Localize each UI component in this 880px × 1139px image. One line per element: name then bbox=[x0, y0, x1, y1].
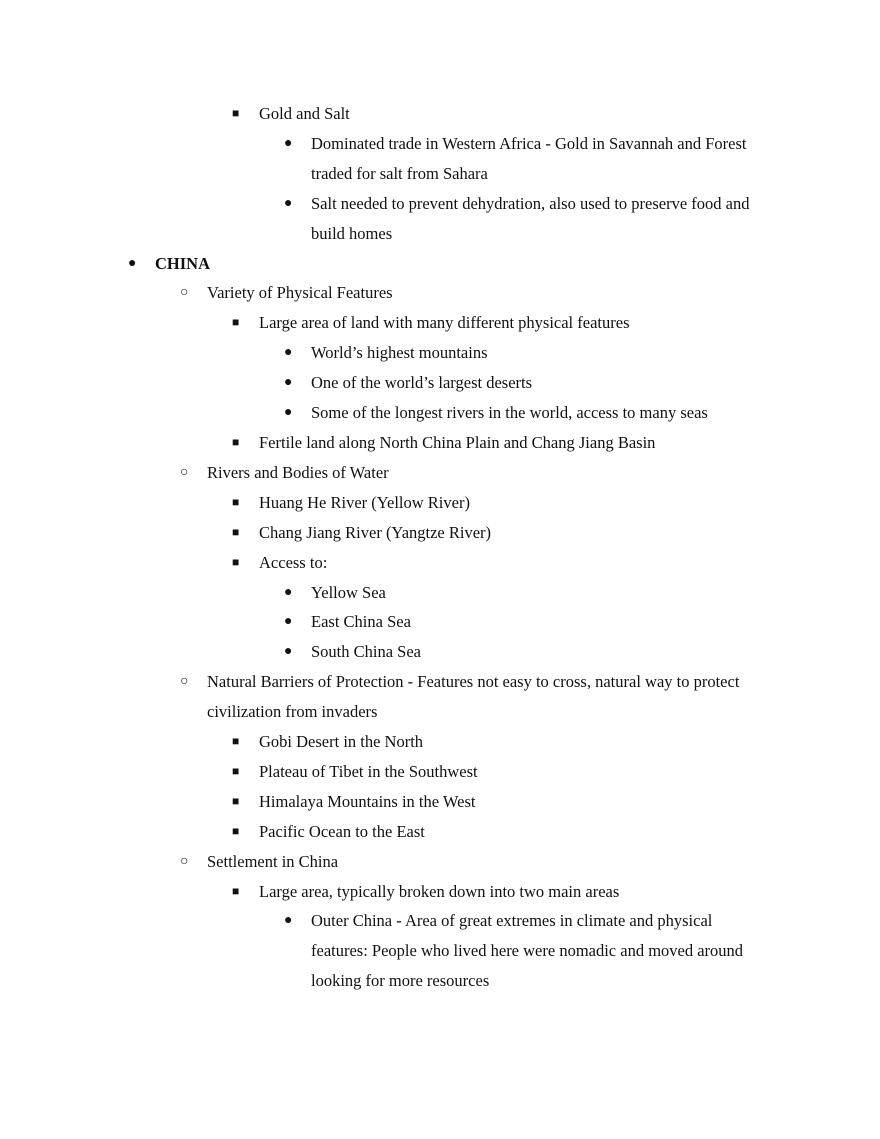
bullet-icon: ■ bbox=[232, 793, 240, 808]
list-item bbox=[0, 578, 880, 608]
list-item bbox=[0, 548, 880, 578]
list-item-text: Large area, typically broken down into two main areas bbox=[259, 881, 620, 901]
list-item bbox=[0, 129, 880, 189]
list-item-text: Plateau of Tibet in the Southwest bbox=[259, 761, 478, 781]
list-item-text: Gobi Desert in the North bbox=[259, 732, 424, 752]
list-item-text: Huang He River (Yellow River) bbox=[259, 492, 470, 512]
bullet-icon: ○ bbox=[180, 853, 189, 869]
list-item-text: Large area of land with many different physical features bbox=[259, 313, 630, 333]
list-item-text: CHINA bbox=[155, 253, 211, 273]
list-item-text: traded for salt from Sahara bbox=[311, 163, 488, 183]
list-item-text: Variety of Physical Features bbox=[207, 283, 393, 303]
bullet-icon: ● bbox=[284, 913, 293, 929]
bullet-icon: ■ bbox=[232, 524, 240, 539]
list-item-text: Gold and Salt bbox=[259, 104, 350, 123]
list-item-text: Some of the longest rivers in the world, access to many seas bbox=[311, 403, 708, 423]
list-item bbox=[0, 757, 880, 787]
bullet-icon: ■ bbox=[232, 315, 240, 330]
list-item bbox=[0, 906, 880, 996]
list-item bbox=[0, 428, 880, 458]
bullet-icon: ○ bbox=[180, 285, 189, 301]
list-item bbox=[0, 338, 880, 368]
bullet-icon: ● bbox=[284, 195, 293, 211]
list-item bbox=[0, 458, 880, 488]
list-item-text: Pacific Ocean to the East bbox=[259, 821, 425, 841]
list-item-text: build homes bbox=[311, 223, 393, 243]
bullet-icon: ■ bbox=[232, 494, 240, 509]
bullet-icon: ○ bbox=[180, 674, 189, 690]
bullet-icon: ● bbox=[284, 644, 293, 660]
bullet-icon: ● bbox=[284, 135, 293, 151]
bullet-icon: ■ bbox=[232, 763, 240, 778]
bullet-icon: ● bbox=[284, 375, 293, 391]
list-item-text: Yellow Sea bbox=[311, 582, 386, 602]
list-item bbox=[0, 787, 880, 817]
list-item-text: Natural Barriers of Protection - Features not easy to cross, natural way to protect bbox=[207, 672, 740, 692]
bullet-icon: ● bbox=[128, 255, 137, 271]
bullet-icon: ● bbox=[284, 405, 293, 421]
list-item bbox=[0, 368, 880, 398]
list-item-text: Chang Jiang River (Yangtze River) bbox=[259, 522, 492, 542]
list-item bbox=[0, 189, 880, 249]
list-item bbox=[0, 278, 880, 308]
list-item-text: World’s highest mountains bbox=[311, 343, 488, 363]
list-item bbox=[0, 727, 880, 757]
list-item bbox=[0, 667, 880, 727]
list-item bbox=[0, 847, 880, 877]
list-item-text: Fertile land along North China Plain and Chang Jiang Basin bbox=[259, 432, 656, 452]
list-item-text: Settlement in China bbox=[207, 851, 339, 871]
list-item-text: looking for more resources bbox=[311, 971, 490, 991]
list-item-text: features: People who lived here were nomadic and moved around bbox=[311, 941, 744, 961]
list-item-text: Salt needed to prevent dehydration, also used to preserve food and bbox=[311, 193, 750, 213]
bullet-icon: ■ bbox=[232, 434, 240, 449]
bullet-icon: ● bbox=[284, 614, 293, 630]
list-item-text: Himalaya Mountains in the West bbox=[259, 791, 476, 811]
list-item-text: One of the world’s largest deserts bbox=[311, 373, 533, 393]
list-item-text: East China Sea bbox=[311, 612, 411, 632]
bullet-icon: ■ bbox=[232, 554, 240, 569]
list-item bbox=[0, 308, 880, 338]
list-item bbox=[0, 877, 880, 907]
bullet-icon: ■ bbox=[232, 734, 240, 749]
list-item-text: Dominated trade in Western Africa - Gold in Savannah and Forest bbox=[311, 133, 747, 153]
list-item bbox=[0, 398, 880, 428]
list-item bbox=[0, 518, 880, 548]
list-item bbox=[0, 488, 880, 518]
list-item bbox=[0, 637, 880, 667]
list-item bbox=[0, 817, 880, 847]
bullet-icon: ○ bbox=[180, 464, 189, 480]
list-item-text: Rivers and Bodies of Water bbox=[207, 462, 389, 482]
bullet-icon: ■ bbox=[232, 823, 240, 838]
list-item bbox=[0, 99, 880, 129]
list-item-text: Access to: bbox=[259, 552, 328, 572]
bullet-icon: ● bbox=[284, 345, 293, 361]
list-item-text: civilization from invaders bbox=[207, 702, 378, 722]
bullet-icon: ■ bbox=[232, 883, 240, 898]
list-item bbox=[0, 607, 880, 637]
list-item bbox=[0, 249, 880, 279]
list-item-text: Outer China - Area of great extremes in climate and physical bbox=[311, 911, 713, 931]
document-body bbox=[0, 99, 880, 996]
bullet-icon: ● bbox=[284, 584, 293, 600]
bullet-icon: ■ bbox=[232, 106, 240, 120]
list-item-text: South China Sea bbox=[311, 642, 421, 662]
